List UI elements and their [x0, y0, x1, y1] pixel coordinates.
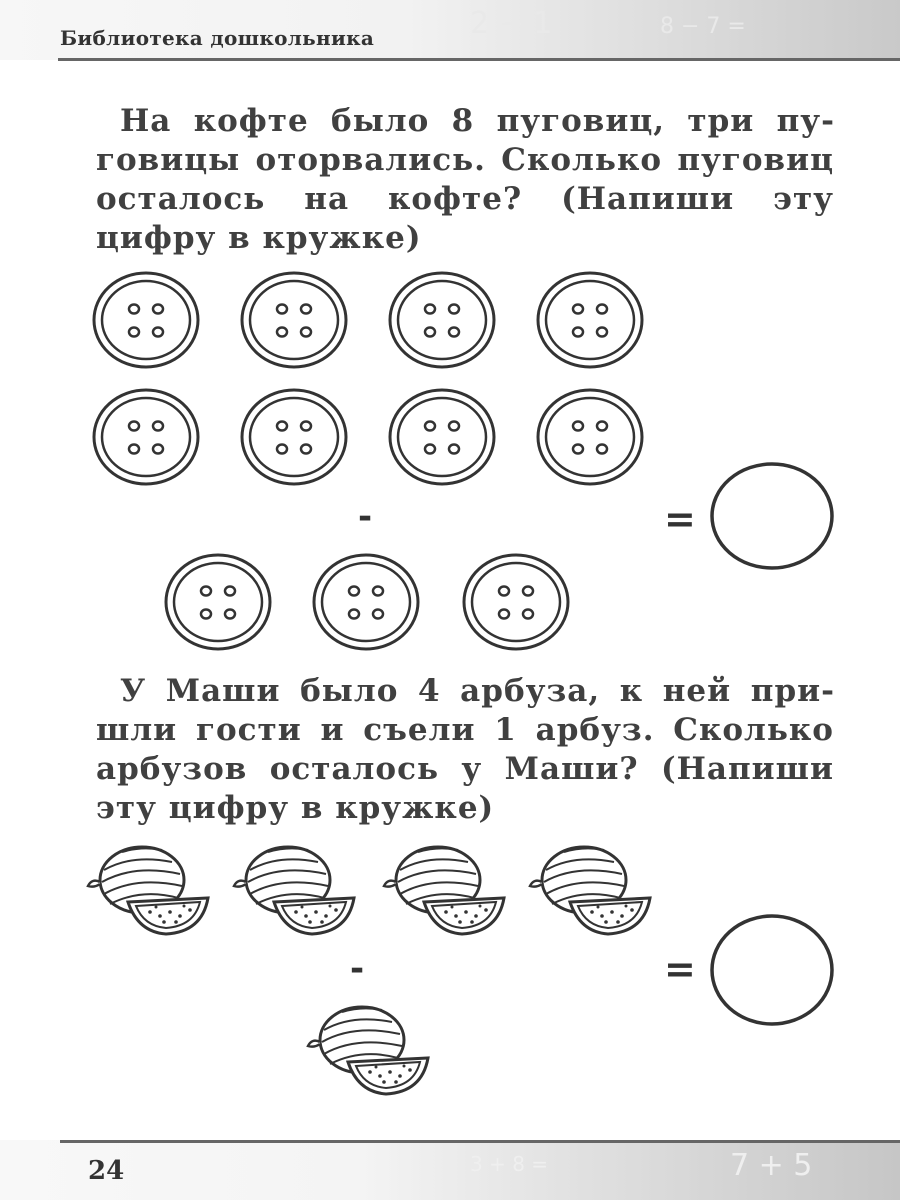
watermelon-icon — [308, 1007, 428, 1094]
page-number: 24 — [88, 1156, 125, 1186]
button-icon — [390, 273, 494, 367]
problem-2-sentence: У Маши было 4 арбуза, к ней пришли гости и съели 1 арбуз. Сколько арбузов осталось у Маши? (Напиши эту цифру в кружке) — [96, 673, 834, 826]
button-icon — [166, 555, 270, 649]
watermelon-icon — [384, 847, 504, 934]
footer-rule — [60, 1140, 900, 1143]
button-icon — [390, 390, 494, 484]
button-icon — [242, 390, 346, 484]
running-header-title: Библиотека дошкольника — [60, 26, 375, 50]
button-icon — [538, 390, 642, 484]
buttons-minuend-group — [94, 273, 642, 484]
answer-circle-2[interactable] — [712, 916, 832, 1024]
button-icon — [314, 555, 418, 649]
button-icon — [94, 390, 198, 484]
equals-sign-2: = — [664, 947, 696, 991]
footer-decor-left: 3 + 8 = — [470, 1152, 549, 1176]
watermelons-subtrahend-group — [308, 1007, 428, 1094]
button-icon — [464, 555, 568, 649]
button-icon — [242, 273, 346, 367]
header-decor-left: 2 − 1 — [470, 6, 553, 41]
answer-circle-1[interactable] — [712, 464, 832, 568]
button-icon — [94, 273, 198, 367]
watermelon-icon — [234, 847, 354, 934]
header-decor-right: 8 − 7 = — [660, 14, 746, 39]
watermelons-minuend-group — [88, 847, 650, 934]
footer-decor-right: 7 + 5 — [730, 1148, 813, 1183]
equals-sign-1: = — [664, 497, 696, 541]
problem-1-sentence: На кофте было 8 пуговиц, три пуговицы оторвались. Сколько пуговиц осталось на кофте? (Напиши эту цифру в кружке) — [96, 103, 834, 256]
watermelon-icon — [530, 847, 650, 934]
buttons-subtrahend-group — [166, 555, 568, 649]
minus-sign-1: - — [358, 497, 373, 537]
watermelon-icon — [88, 847, 208, 934]
button-icon — [538, 273, 642, 367]
minus-sign-2: - — [350, 949, 365, 989]
